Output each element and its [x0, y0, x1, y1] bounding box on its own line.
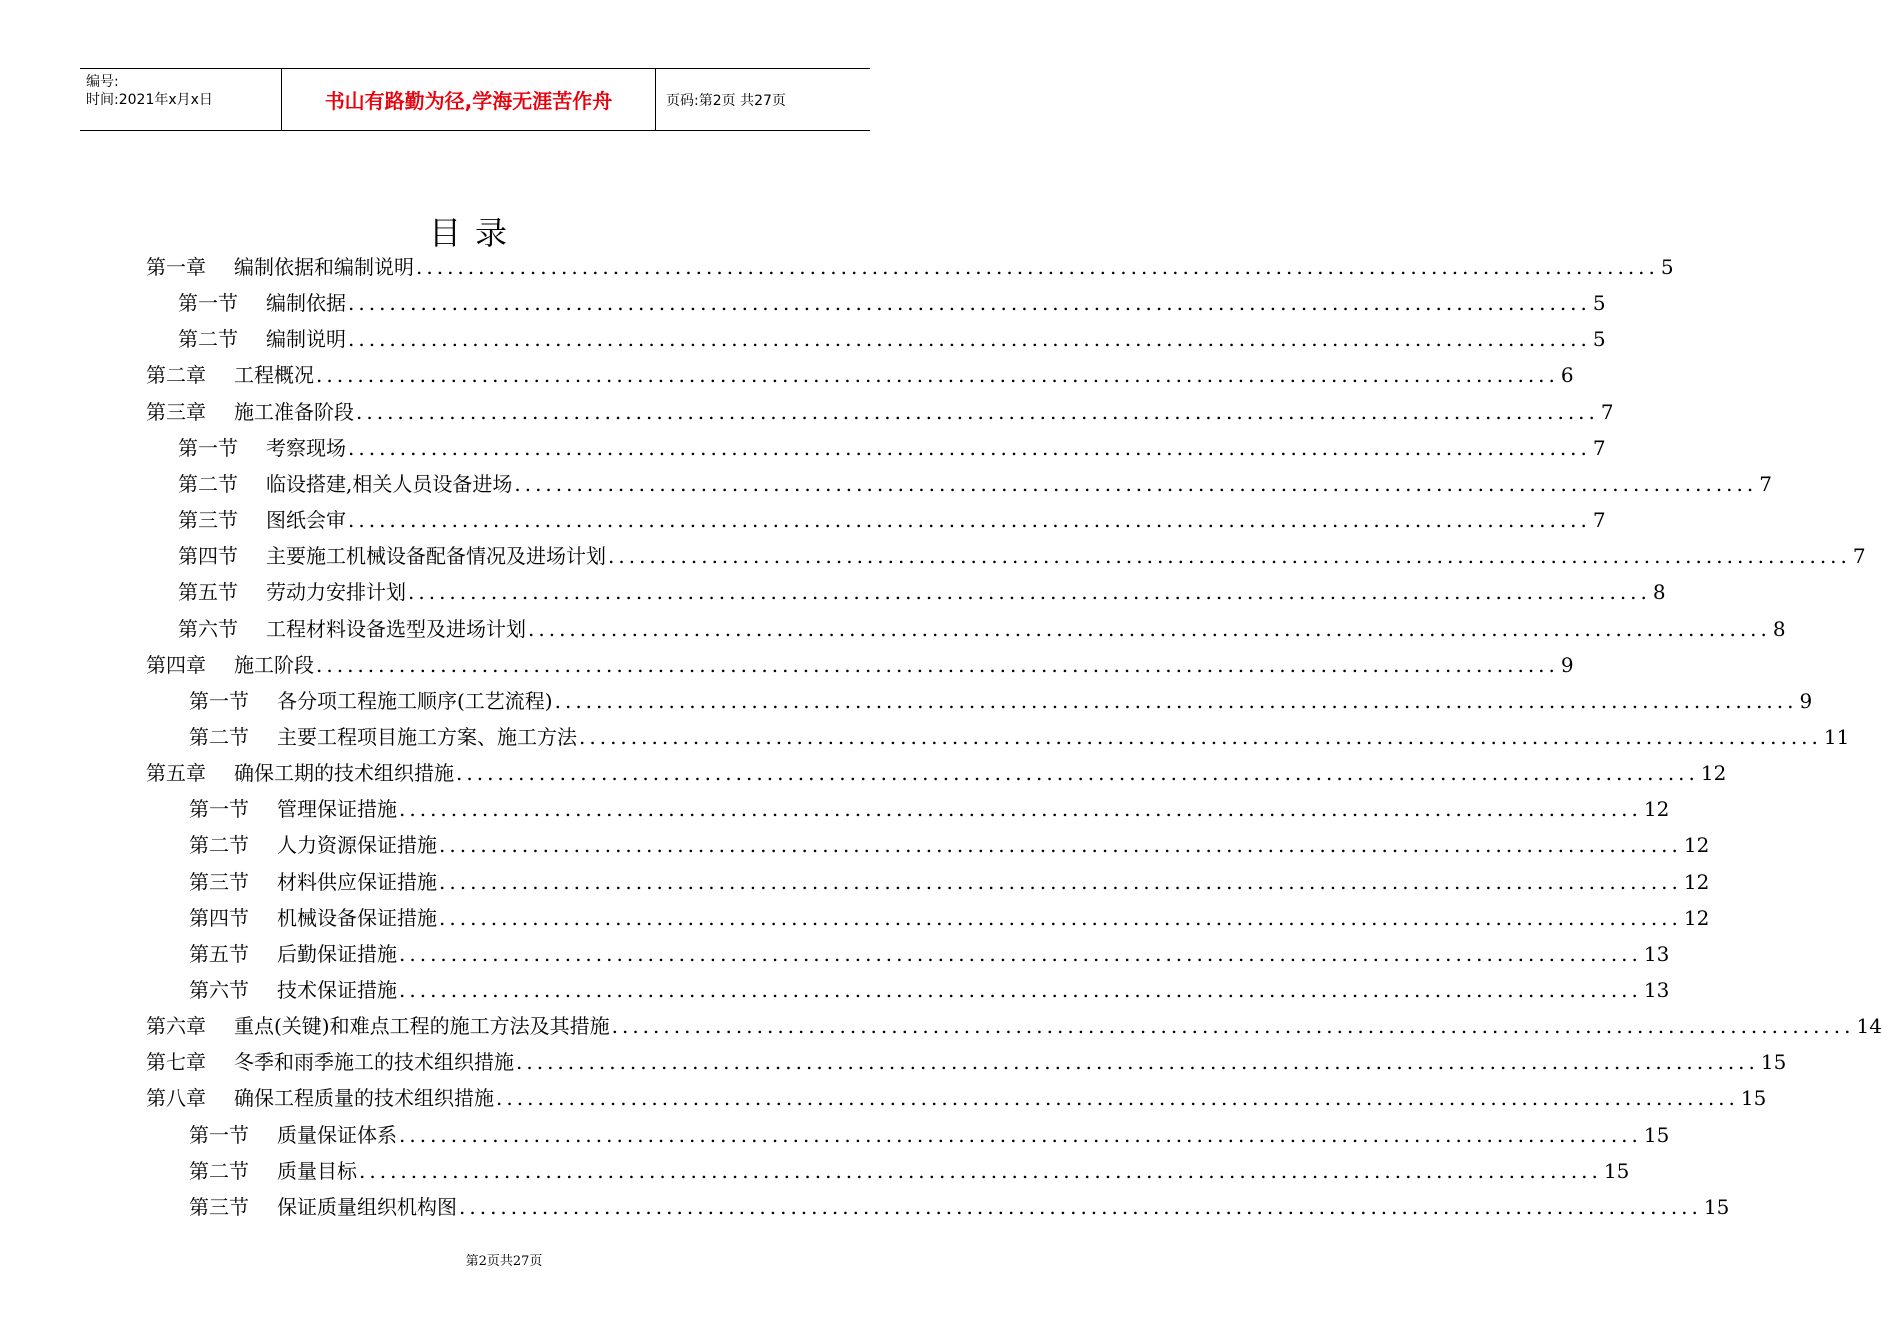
toc-row-leader: ........................................................................................................................ [399, 797, 1642, 822]
number-label: 编号: [86, 74, 119, 90]
toc-row-leader: ........................................................................................................................ [456, 761, 1699, 786]
toc-row-label: 第四节 [178, 544, 238, 569]
toc-row-leader: ........................................................................................................................ [316, 363, 1559, 388]
toc-row-title: 技术保证措施 [277, 978, 397, 1002]
toc-row-page: 7 [1600, 399, 1614, 424]
toc-row-title: 主要工程项目施工方案、施工方法 [277, 724, 577, 749]
toc-row-label: 第一节 [178, 291, 238, 316]
toc-row-leader: ........................................................................................................................ [356, 399, 1599, 424]
toc-row-title: 主要施工机械设备配备情况及进场计划 [266, 544, 606, 569]
toc-row-page: 13 [1643, 978, 1670, 1002]
toc-row-page: 11 [1823, 724, 1850, 749]
toc-row[interactable] [178, 290, 1606, 316]
time-label: 时间:2021年x月x日 [86, 92, 213, 108]
toc-row-leader: ........................................................................................................................ [611, 1014, 1855, 1039]
toc-row-title: 编制依据 [266, 291, 346, 316]
toc-row[interactable] [178, 543, 1866, 569]
toc-row-title: 考察现场 [266, 435, 346, 460]
toc-row[interactable] [178, 471, 1772, 497]
toc-row-leader: ........................................................................................................................ [516, 1050, 1759, 1075]
toc-row-label: 第二章 [146, 363, 206, 388]
toc-row-title: 质量目标 [277, 1158, 357, 1183]
toc-row-page: 7 [1592, 435, 1606, 460]
page-header [80, 68, 870, 131]
toc-row-page: 5 [1592, 327, 1606, 352]
toc-row[interactable] [189, 724, 1850, 750]
toc-row-page: 9 [1799, 688, 1813, 713]
toc-row-title: 确保工程质量的技术组织措施 [234, 1086, 494, 1111]
toc-row-label: 第三节 [189, 1194, 249, 1219]
toc-row-page: 5 [1592, 291, 1606, 316]
toc-row-leader: ........................................................................................................................ [608, 544, 1851, 569]
toc-row-label: 第五章 [146, 761, 206, 786]
toc-row-leader: ........................................................................................................................ [496, 1086, 1739, 1111]
toc-row-page: 7 [1852, 544, 1866, 569]
toc-row-label: 第一节 [189, 797, 249, 822]
toc-row[interactable] [146, 1013, 1882, 1039]
toc-row[interactable] [146, 760, 1727, 786]
toc-row-label: 第三章 [146, 399, 206, 424]
toc-row[interactable] [178, 579, 1666, 605]
toc-row-page: 15 [1740, 1086, 1767, 1111]
toc-row-page: 9 [1560, 652, 1574, 677]
toc-row-leader: ........................................................................................................................ [348, 327, 1591, 352]
toc-row-leader: ........................................................................................................................ [348, 291, 1591, 316]
toc-row[interactable] [146, 254, 1674, 280]
toc-row-title: 临设搭建,相关人员设备进场 [266, 471, 513, 496]
toc-row-label: 第八章 [146, 1086, 206, 1111]
toc-row[interactable] [146, 1085, 1767, 1111]
toc-row-leader: ........................................................................................................................ [399, 978, 1642, 1002]
toc-row-leader: ........................................................................................................................ [439, 869, 1682, 894]
toc-row-title: 施工准备阶段 [234, 399, 354, 424]
toc-row[interactable] [189, 905, 1710, 931]
toc-row[interactable] [146, 1049, 1787, 1075]
toc-row-title: 人力资源保证措施 [277, 833, 437, 858]
toc-row-page: 15 [1760, 1050, 1787, 1075]
toc-row-leader: ........................................................................................................................ [514, 471, 1758, 496]
toc-row-label: 第六节 [189, 978, 249, 1002]
toc-row-label: 第一章 [146, 255, 206, 279]
toc-row-page: 13 [1643, 941, 1670, 966]
toc-row-leader: ........................................................................................................................ [399, 941, 1642, 966]
toc-row[interactable] [178, 616, 1786, 642]
toc-row-label: 第六节 [178, 616, 238, 641]
toc-row-title: 材料供应保证措施 [277, 869, 437, 894]
toc-row-title: 管理保证措施 [277, 797, 397, 822]
toc-row-title: 保证质量组织机构图 [277, 1194, 457, 1219]
toc-row-label: 第二节 [189, 724, 249, 749]
toc-row-label: 第五节 [178, 580, 238, 605]
toc-row-label: 第七章 [146, 1050, 206, 1075]
toc-row-title: 质量保证体系 [277, 1122, 397, 1147]
toc-row-page: 14 [1856, 1014, 1882, 1039]
toc-row-page: 12 [1683, 869, 1710, 894]
toc-row-label: 第二节 [178, 327, 238, 352]
toc-row[interactable] [189, 796, 1670, 822]
toc-row-label: 第四节 [189, 905, 249, 930]
toc-row[interactable] [189, 869, 1710, 895]
toc-row-leader: ........................................................................................................................ [528, 616, 1771, 641]
toc-row-page: 12 [1683, 905, 1710, 930]
toc-row-title: 确保工期的技术组织措施 [234, 761, 454, 786]
toc-row[interactable] [146, 399, 1614, 425]
toc-row-label: 第六章 [146, 1014, 206, 1039]
toc-row-page: 12 [1683, 833, 1710, 858]
toc-row-title: 工程概况 [234, 363, 314, 388]
toc-row-label: 第五节 [189, 941, 249, 966]
toc-row[interactable] [189, 1158, 1630, 1184]
toc-row-label: 第二节 [189, 833, 249, 858]
toc-row-leader: ........................................................................................................................ [439, 833, 1682, 858]
toc-row[interactable] [189, 1194, 1730, 1220]
toc-row[interactable] [146, 362, 1574, 388]
toc-title: 目录 [428, 214, 521, 252]
toc-row-label: 第四章 [146, 652, 206, 677]
header-motto: 书山有路勤为径,学海无涯苦作舟 [281, 69, 656, 130]
toc-row-title: 冬季和雨季施工的技术组织措施 [234, 1050, 514, 1075]
toc-row[interactable] [189, 832, 1710, 858]
toc-row[interactable] [178, 435, 1606, 461]
toc-row-title: 劳动力安排计划 [266, 580, 406, 605]
toc-row-page: 12 [1700, 761, 1727, 786]
toc-row[interactable] [189, 1122, 1670, 1148]
toc-row-title: 施工阶段 [234, 652, 314, 677]
toc-row-title: 编制说明 [266, 327, 346, 352]
header-page-label: 页码:第2页 共27页 [666, 92, 786, 109]
toc-row[interactable] [189, 941, 1670, 967]
toc-row-title: 图纸会审 [266, 508, 346, 533]
toc-row-label: 第一节 [189, 1122, 249, 1147]
toc-row[interactable] [189, 688, 1813, 714]
header-meta [80, 69, 281, 130]
toc-row-page: 15 [1703, 1194, 1730, 1219]
toc-row-leader: ........................................................................................................................ [399, 1122, 1642, 1147]
toc-row-title: 编制依据和编制说明 [234, 255, 414, 279]
toc-row-label: 第二节 [189, 1158, 249, 1183]
toc-row-label: 第一节 [189, 688, 249, 713]
toc-row-leader: ........................................................................................................................ [554, 688, 1798, 713]
toc-row-label: 第一节 [178, 435, 238, 460]
toc-row-page: 7 [1759, 471, 1772, 496]
toc-row-leader: ........................................................................................................................ [416, 255, 1659, 279]
toc-row-leader: ........................................................................................................................ [579, 724, 1822, 749]
toc-row-label: 第二节 [178, 471, 238, 496]
page-footer: 第2页共27页 [465, 1254, 543, 1269]
toc-row-page: 6 [1560, 363, 1574, 388]
toc-row-title: 机械设备保证措施 [277, 905, 437, 930]
toc-row-leader: ........................................................................................................................ [348, 435, 1591, 460]
toc-row-title: 工程材料设备选型及进场计划 [266, 616, 526, 641]
toc-row[interactable] [146, 652, 1574, 678]
toc-row-leader: ........................................................................................................................ [359, 1158, 1602, 1183]
toc-row-page: 15 [1643, 1122, 1670, 1147]
toc-row-title: 各分项工程施工顺序(工艺流程) [277, 688, 553, 713]
toc-row-page: 7 [1592, 508, 1606, 533]
toc-row-page: 8 [1772, 616, 1786, 641]
toc-row-page: 12 [1643, 797, 1670, 822]
toc-row-leader: ........................................................................................................................ [316, 652, 1559, 677]
toc-row-label: 第三节 [178, 508, 238, 533]
toc-row-leader: ........................................................................................................................ [408, 580, 1651, 605]
toc-row-title: 后勤保证措施 [277, 941, 397, 966]
toc-row[interactable] [178, 507, 1606, 533]
toc-row-leader: ........................................................................................................................ [348, 508, 1591, 533]
toc-row-page: 8 [1652, 580, 1666, 605]
toc-row[interactable] [178, 326, 1606, 352]
toc-row-label: 第三节 [189, 869, 249, 894]
toc-row[interactable] [189, 977, 1670, 1003]
toc-row-title: 重点(关键)和难点工程的施工方法及其措施 [234, 1014, 610, 1039]
toc-row-leader: ........................................................................................................................ [459, 1194, 1702, 1219]
toc-row-leader: ........................................................................................................................ [439, 905, 1682, 930]
toc-row-page: 5 [1660, 255, 1674, 279]
toc-row-page: 15 [1603, 1158, 1630, 1183]
